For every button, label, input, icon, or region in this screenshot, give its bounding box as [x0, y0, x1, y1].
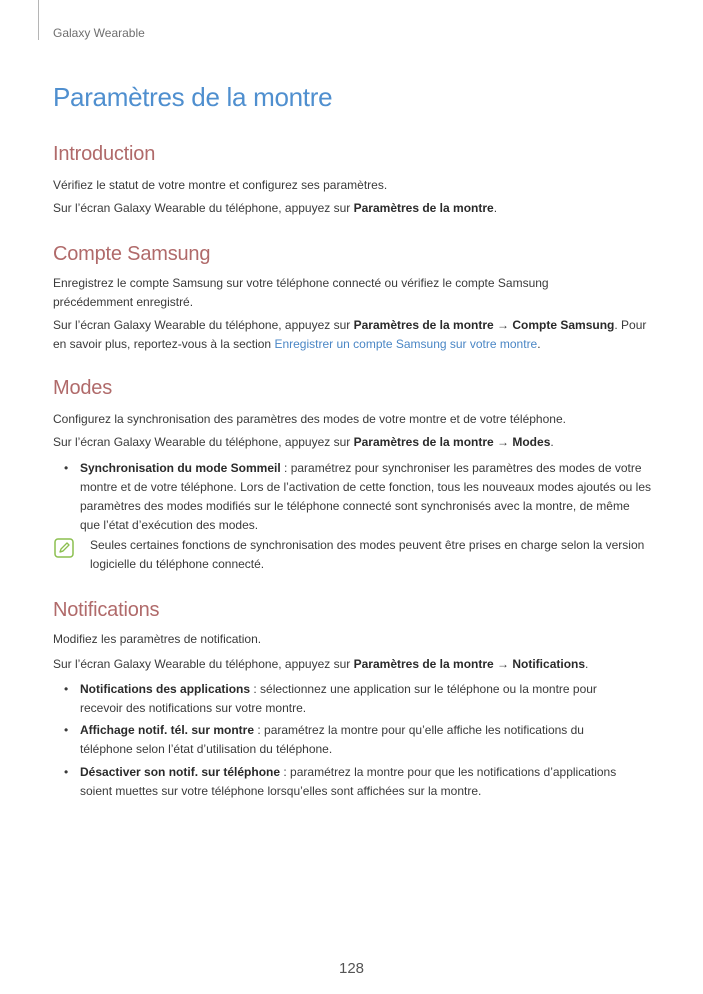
samsung-paragraph-1: Enregistrez le compte Samsung sur votre téléphone connecté ou vérifiez le compte Samsung précédemment enregistré.: [53, 276, 549, 309]
bullet-marker: •: [64, 723, 69, 737]
heading-introduction: Introduction: [53, 143, 156, 165]
modes-bullet-sommeil: Synchronisation du mode Sommeil : paramétrez pour synchroniser les paramètres des modes de votre montre et de votre téléphone. Lors de l’activation de cette fonction, tous les nouveaux modes ajoutés ou les paramètres des modes modifiés sur le téléphone connecté sont synchronisés avec la montre, de même que l’état d’exécution des modes.: [80, 461, 652, 532]
heading-notifications: Notifications: [53, 599, 160, 621]
intro-paragraph-1: Vérifiez le statut de votre montre et configurez ses paramètres.: [53, 178, 388, 192]
notifications-paragraph-1: Modifiez les paramètres de notification.: [53, 632, 262, 646]
heading-modes: Modes: [53, 377, 113, 399]
page-title: Paramètres de la montre: [53, 82, 333, 112]
bullet-marker: •: [64, 682, 69, 696]
samsung-paragraph-2: Sur l’écran Galaxy Wearable du téléphone, appuyez sur Paramètres de la montre → Compte Samsung. Pour en savoir plus, reportez-vous à la section Enregistrer un compte Samsung sur votre montre.: [53, 318, 647, 351]
notifications-bullet-desactiver: Désactiver son notif. sur téléphone : paramétrez la montre pour que les notifications d’applications soient muettes sur votre téléphone lorsqu’elles sont affichées sur la montre.: [80, 765, 617, 798]
note-icon: [54, 538, 74, 558]
bullet-marker: •: [64, 461, 69, 475]
header-divider: [38, 0, 39, 40]
note-text: Seules certaines fonctions de synchronisation des modes peuvent être prises en charge selon la version logicielle du téléphone connecté.: [90, 538, 645, 571]
header-label: Galaxy Wearable: [53, 26, 145, 40]
modes-paragraph-1: Configurez la synchronisation des paramètres des modes de votre montre et de votre téléphone.: [53, 412, 566, 426]
page-number: 128: [338, 960, 365, 977]
modes-paragraph-2: Sur l’écran Galaxy Wearable du téléphone, appuyez sur Paramètres de la montre → Modes.: [53, 435, 554, 449]
link-enregistrer-compte[interactable]: Enregistrer un compte Samsung sur votre montre: [274, 337, 538, 351]
notifications-paragraph-2: Sur l’écran Galaxy Wearable du téléphone, appuyez sur Paramètres de la montre → Notifications.: [53, 657, 589, 671]
bullet-marker: •: [64, 765, 69, 779]
notifications-bullet-applications: Notifications des applications : sélectionnez une application sur le téléphone ou la montre pour recevoir des notifications sur votre montre.: [80, 682, 597, 715]
notifications-bullet-affichage: Affichage notif. tél. sur montre : paramétrez la montre pour qu’elle affiche les notifications du téléphone selon l’état d’utilisation du téléphone.: [80, 723, 584, 756]
intro-paragraph-2: Sur l’écran Galaxy Wearable du téléphone, appuyez sur Paramètres de la montre.: [53, 201, 498, 215]
heading-compte-samsung: Compte Samsung: [53, 243, 211, 265]
